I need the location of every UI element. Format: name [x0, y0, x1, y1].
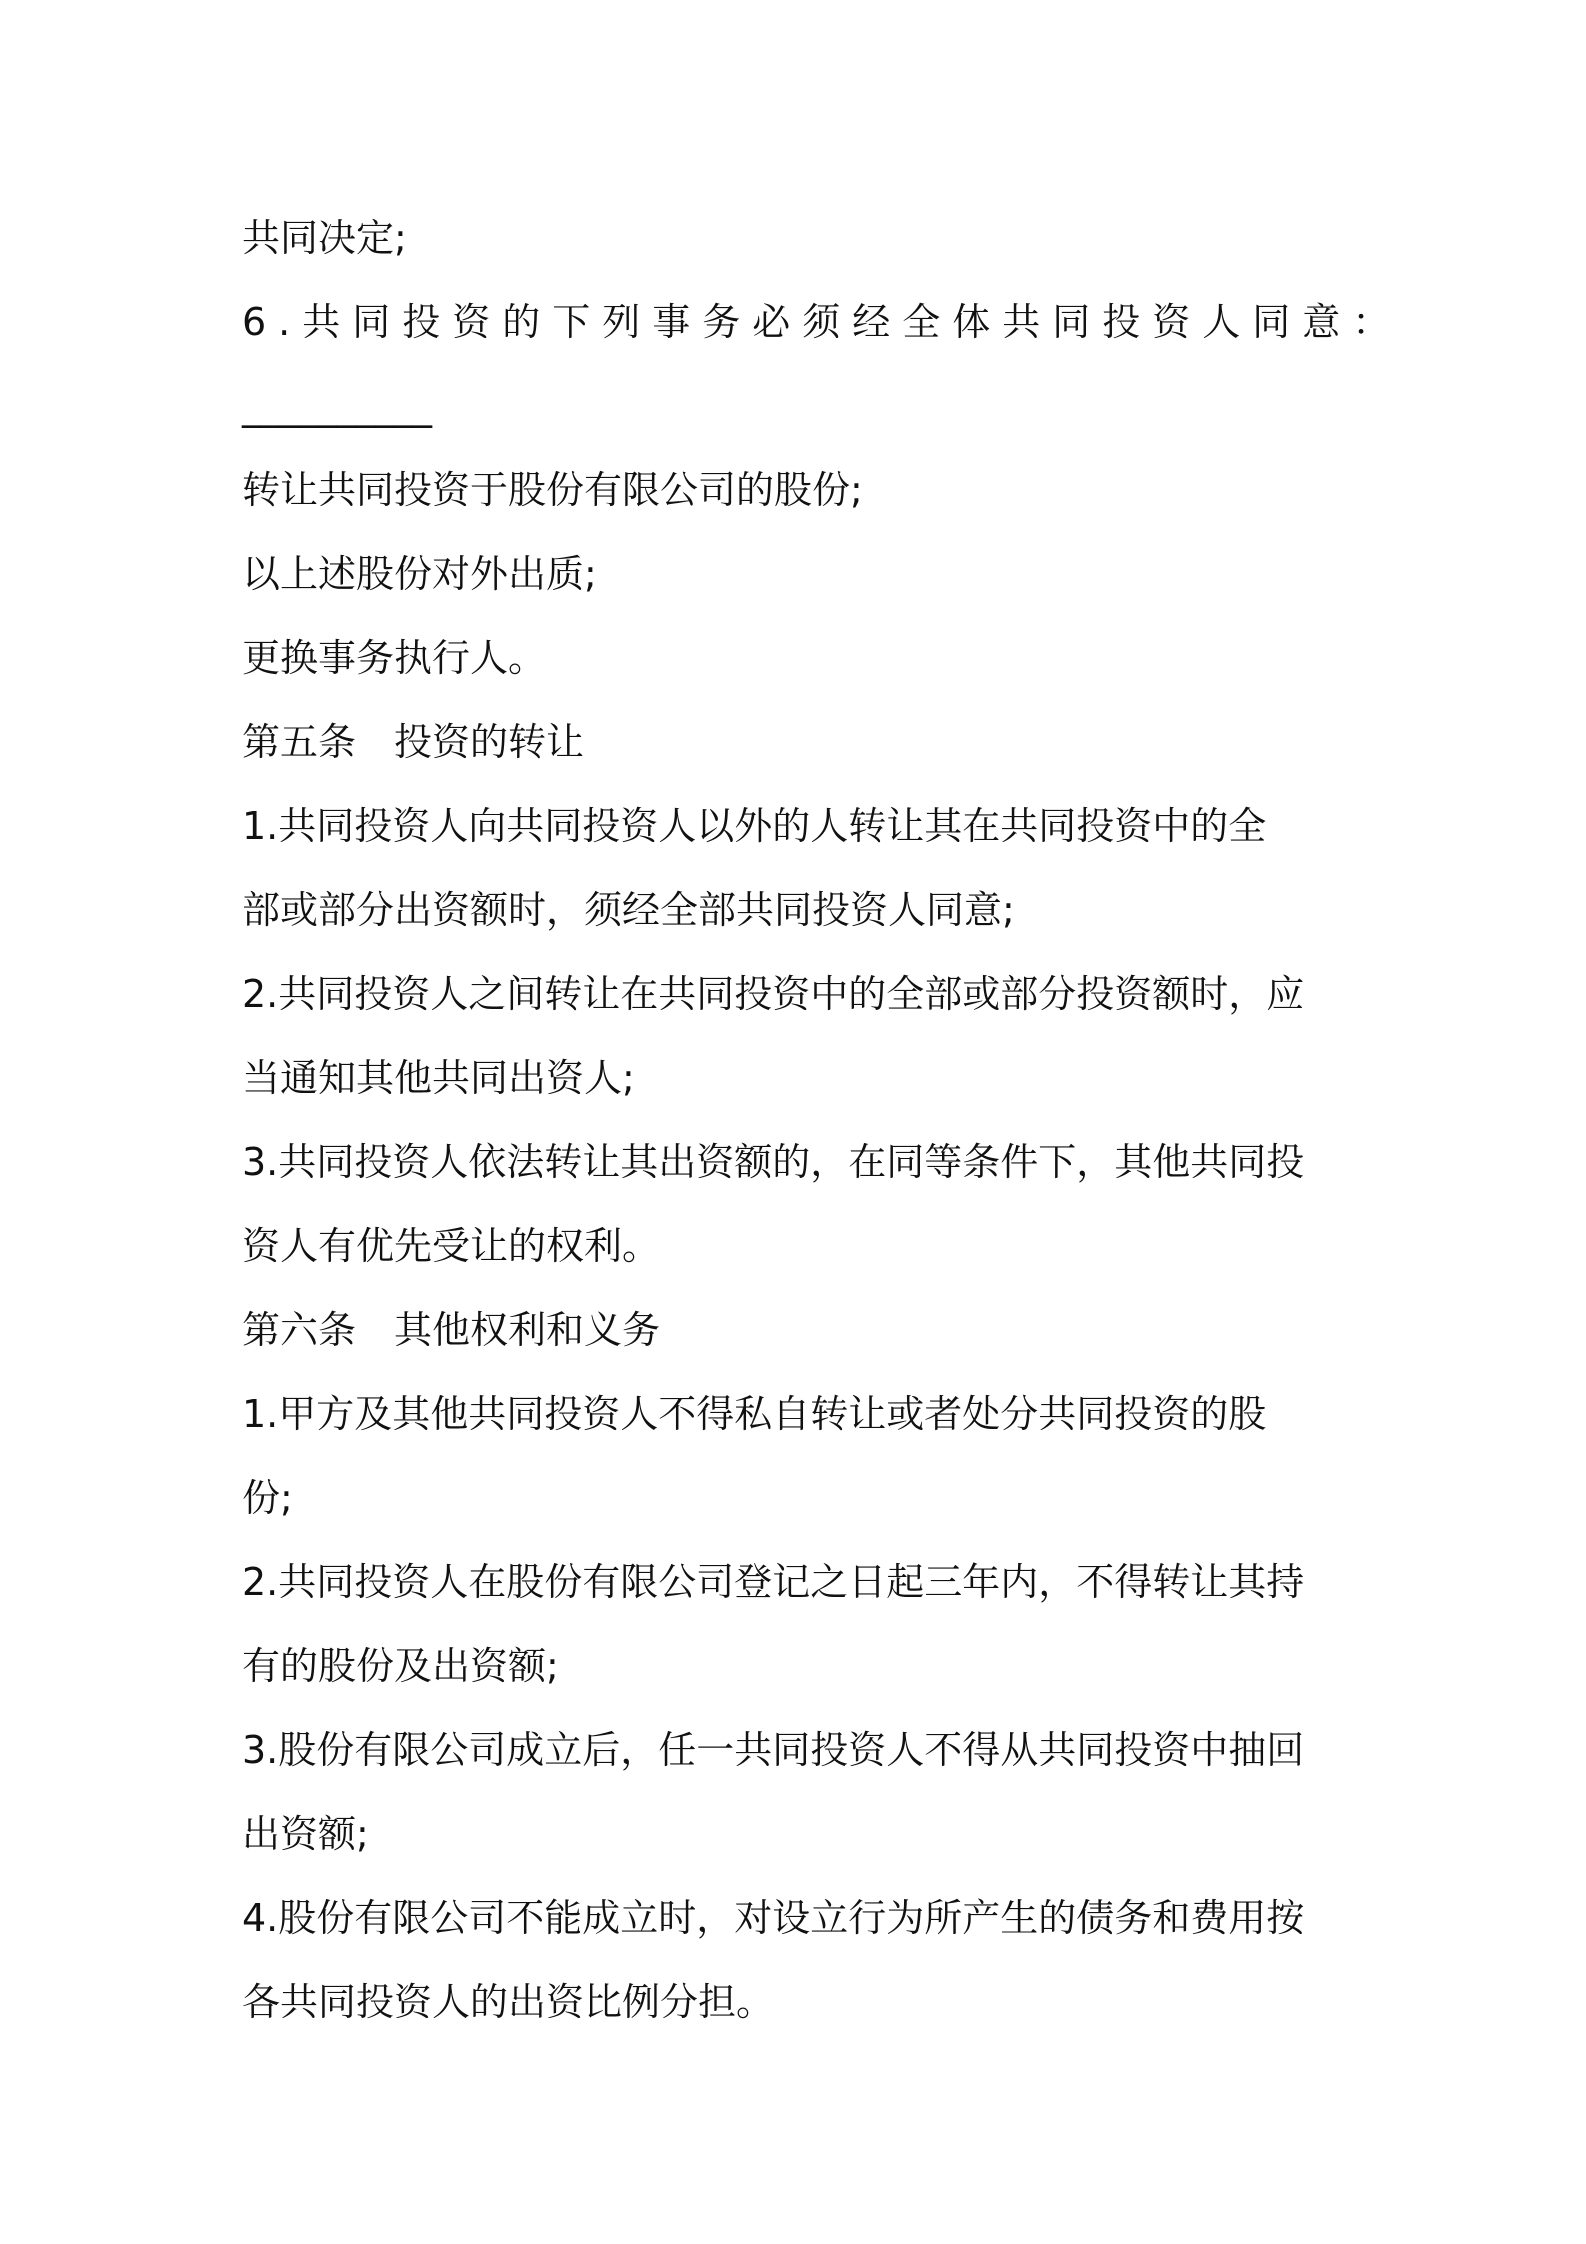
paragraph-line: 部或部分出资额时，须经全部共同投资人同意; — [242, 888, 1015, 932]
paragraph-line: 2.共同投资人在股份有限公司登记之日起三年内，不得转让其持 — [242, 1560, 1305, 1604]
paragraph-line: 共同决定; — [242, 216, 407, 260]
paragraph-line: 1.共同投资人向共同投资人以外的人转让其在共同投资中的全 — [242, 804, 1267, 848]
paragraph-line: 更换事务执行人。 — [242, 636, 547, 680]
document-body — [242, 196, 1403, 2044]
article-label: 第五条 — [242, 720, 357, 764]
paragraph-line: 出资额; — [242, 1812, 369, 1856]
paragraph-line: 1.甲方及其他共同投资人不得私自转让或者处分共同投资的股 — [242, 1392, 1267, 1436]
paragraph-line: 以上述股份对外出质; — [242, 552, 597, 596]
paragraph-line: 3.共同投资人依法转让其出资额的，在同等条件下，其他共同投 — [242, 1140, 1305, 1184]
article-heading-5 — [242, 700, 1362, 784]
paragraph-line: 份; — [242, 1476, 293, 1520]
article-title: 投资的转让 — [394, 720, 585, 764]
article-title: 其他权利和义务 — [394, 1308, 661, 1352]
article-heading-6 — [242, 1288, 1362, 1372]
paragraph-line: 3.股份有限公司成立后，任一共同投资人不得从共同投资中抽回 — [242, 1728, 1305, 1772]
paragraph-line: 当通知其他共同出资人; — [242, 1056, 635, 1100]
paragraph-line: 2.共同投资人之间转让在共同投资中的全部或部分投资额时，应 — [242, 972, 1305, 1016]
blank-underline: __________ — [242, 384, 432, 428]
paragraph-line: 资人有优先受让的权利。 — [242, 1224, 661, 1268]
article-label: 第六条 — [242, 1308, 357, 1352]
paragraph-line: 转让共同投资于股份有限公司的股份; — [242, 468, 863, 512]
paragraph-line: 4.股份有限公司不能成立时，对设立行为所产生的债务和费用按 — [242, 1896, 1305, 1940]
paragraph-line: 6.共同投资的下列事务必须经全体共同投资人同意： — [242, 300, 1403, 344]
paragraph-line: 有的股份及出资额; — [242, 1644, 559, 1688]
paragraph-line: 各共同投资人的出资比例分担。 — [242, 1980, 775, 2024]
